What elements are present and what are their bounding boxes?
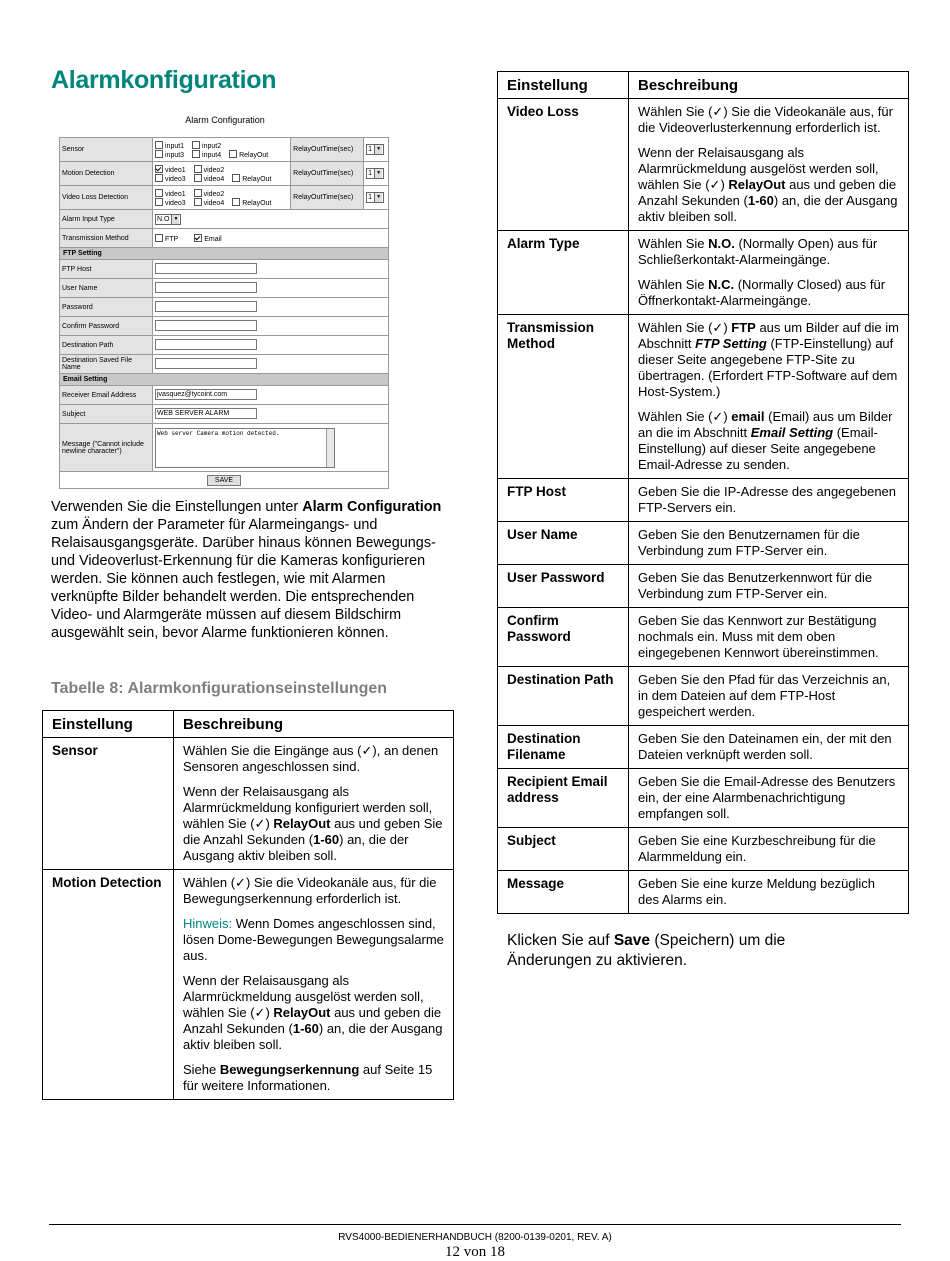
page-heading: Alarmkonfiguration [51,66,277,94]
settings-table-right [497,71,909,914]
checkbox-video4-loss[interactable] [194,198,202,206]
checkbox-input2[interactable] [192,141,200,149]
footer-page-number: 12 von 18 [445,1244,505,1260]
receiver-label: Receiver Email Address [60,386,153,405]
checkbox-email[interactable] [194,234,202,242]
videoloss-label: Video Loss Detection [60,186,153,210]
table-row: Subject Geben Sie eine Kurzbeschreibung für die Alarmmeldung ein. [498,828,909,871]
checkbox-input3[interactable] [155,150,163,158]
sensor-options: input1 input2 input3 input4 RelayOut [153,138,291,162]
motion-options: video1 video2 video3 video4 RelayOut [153,162,291,186]
scrollbar[interactable] [326,429,334,467]
column-header-description: Beschreibung [174,711,454,738]
alarm-input-select[interactable]: N.O ▼ [153,210,389,229]
ftp-section-header: FTP Setting [60,248,389,260]
hint-label: Hinweis: [183,916,233,931]
footer-divider [49,1224,901,1225]
table-row: Destination Path Geben Sie den Pfad für das Verzeichnis an, in dem Dateien auf dem FTP-Host gespeichert werden. [498,667,909,726]
table-row: Sensor Wählen Sie die Eingänge aus (✓), an denen Sensoren angeschlossen sind. Wenn der Relaisausgang als Alarmrückmeldung konfiguriert werden soll, wählen Sie (✓) RelayOut aus und geben Sie die Anzahl Sekunden (1-60) an, die der Ausgang aktiv bleiben soll. [43,738,454,870]
intro-paragraph: Verwenden Sie die Einstellungen unter Alarm Configuration zum Ändern der Parameter für Alarmeingangs- und Relaisausgangsgeräte. Darüber hinaus können Bewegungs- und Videoverlust-Erkennung für die Kameras konfigurieren werden. Sie können auch festlegen, wie mit Alarmen verknüpfte Bilder behandelt werden. Die entsprechenden Video- und Alarmgeräte müssen auf diesem Bildschirm ausgewählt sein, bevor Alarme funktionieren können. [51,499,442,641]
password-input[interactable] [155,301,257,312]
table-row: Alarm Type Wählen Sie N.O. (Normally Open) aus für Schließerkontakt-Alarmeingänge. Wählen Sie N.C. (Normally Closed) aus für Öffnerkontakt-Alarmeingänge. [498,231,909,315]
checkbox-video1-motion[interactable] [155,165,163,173]
chevron-down-icon: ▼ [171,215,179,224]
destination-saved-label: Destination Saved File Name [60,355,153,374]
check-icon: ✓ [709,177,721,192]
alarm-config-screenshot: Sensor input1 input2 input3 input4 RelayOut RelayOutTime(sec) 1 ▼ Motion Detection video1 video2 video3 video4 RelayOut RelayOutTime(sec) 1 ▼ Video Loss Detection video1 video2 video3 video4 RelayOut RelayOutTime(sec) 1 ▼ Alarm Input Type N.O ▼ Transmission Method FTP Email FTP Setting FTP Host User Name Password Confirm Password Destination Path Destination Saved File Name Email Setting Receiver Email Address jvasquez@tycoint.com Subject WEB SERVER ALARM Message ("Cannot include newline character") Web server Camera motion detected. SAVE [59,137,389,489]
check-icon: ✓ [712,409,724,424]
destination-path-label: Destination Path [60,336,153,355]
sensor-relay-label: RelayOutTime(sec) [291,138,364,162]
settings-table-left [42,710,454,1100]
confirm-password-label: Confirm Password [60,317,153,336]
chevron-down-icon: ▼ [374,145,382,154]
ftp-host-label: FTP Host [60,260,153,279]
checkbox-video2-motion[interactable] [194,165,202,173]
sensor-label: Sensor [60,138,153,162]
screenshot-title: Alarm Configuration [185,115,265,125]
checkbox-video3-motion[interactable] [155,174,163,182]
table-row: Video Loss Wählen Sie (✓) Sie die Videokanäle aus, für die Videoverlusterkennung erforderlich ist. Wenn der Relaisausgang als Alarmrückmeldung ausgelöst werden soll, wählen Sie (✓) RelayOut aus und geben die Anzahl Sekunden (1-60) an, die der Ausgang aktiv bleiben soll. [498,99,909,231]
destination-path-input[interactable] [155,339,257,350]
check-icon: ✓ [712,104,724,119]
email-section-header: Email Setting [60,374,389,386]
sensor-relay-select[interactable]: 1 ▼ [364,138,389,162]
checkbox-video2-loss[interactable] [194,189,202,197]
videoloss-options: video1 video2 video3 video4 RelayOut [153,186,291,210]
chevron-down-icon: ▼ [374,193,382,202]
footer-manual-title: RVS4000-BEDIENERHANDBUCH (8200-0139-0201, REV. A) [338,1232,612,1243]
alarm-input-label: Alarm Input Type [60,210,153,229]
table-row: FTP Host Geben Sie die IP-Adresse des angegebenen FTP-Servers ein. [498,479,909,522]
motion-label: Motion Detection [60,162,153,186]
table-row: Confirm Password Geben Sie das Kennwort zur Bestätigung nochmals ein. Muss mit dem oben eingegebenen Kennwort übereinstimmen. [498,608,909,667]
column-header-setting: Einstellung [498,72,629,99]
checkbox-ftp[interactable] [155,234,163,242]
destination-saved-input[interactable] [155,358,257,369]
check-icon: ✓ [254,816,266,831]
videoloss-relay-label: RelayOutTime(sec) [291,186,364,210]
receiver-input[interactable]: jvasquez@tycoint.com [155,389,257,400]
column-header-description: Beschreibung [629,72,909,99]
checkbox-loss-relayout[interactable] [232,198,240,206]
check-icon: ✓ [254,1005,266,1020]
check-icon: ✓ [712,320,724,335]
checkbox-input1[interactable] [155,141,163,149]
table-row: Motion Detection Wählen (✓) Sie die Videokanäle aus, für die Bewegungserkennung erforderlich ist. Hinweis: Wenn Domes angeschlossen sind, lösen Dome-Bewegungen Bewegungsalarme aus. Wenn der Relaisausgang als Alarmrückmeldung ausgelöst werden soll, wählen Sie (✓) RelayOut aus und geben die Anzahl Sekunden (1-60) an, die der Ausgang aktiv bleiben soll. Siehe Bewegungserkennung auf Seite 15 für weitere Informationen. [43,870,454,1100]
ftp-host-input[interactable] [155,263,257,274]
table-row: User Password Geben Sie das Benutzerkennwort für die Verbindung zum FTP-Server ein. [498,565,909,608]
chevron-down-icon: ▼ [374,169,382,178]
table-caption: Tabelle 8: Alarmkonfigurationseinstellungen [51,680,388,697]
table-row: Message Geben Sie eine kurze Meldung bezüglich des Alarms ein. [498,871,909,914]
user-name-label: User Name [60,279,153,298]
confirm-password-input[interactable] [155,320,257,331]
checkbox-motion-relayout[interactable] [232,174,240,182]
check-icon: ✓ [361,743,373,758]
checkbox-input4[interactable] [192,150,200,158]
checkbox-video4-motion[interactable] [194,174,202,182]
videoloss-relay-select[interactable]: 1 ▼ [364,186,389,210]
table-row: Recipient Email address Geben Sie die Email-Adresse des Benutzers ein, der eine Alarmbenachrichtigung empfangen soll. [498,769,909,828]
message-label: Message ("Cannot include newline character") [60,424,153,472]
closing-paragraph: Klicken Sie auf Save (Speichern) um die Änderungen zu aktivieren. [507,932,786,969]
motion-relay-select[interactable]: 1 ▼ [364,162,389,186]
message-textarea[interactable]: Web server Camera motion detected. [155,428,335,468]
subject-input[interactable]: WEB SERVER ALARM [155,408,257,419]
save-button[interactable]: SAVE [207,475,241,486]
table-row: User Name Geben Sie den Benutzernamen für die Verbindung zum FTP-Server ein. [498,522,909,565]
checkbox-sensor-relayout[interactable] [229,150,237,158]
password-label: Password [60,298,153,317]
subject-label: Subject [60,405,153,424]
check-icon: ✓ [235,875,246,890]
motion-relay-label: RelayOutTime(sec) [291,162,364,186]
user-name-input[interactable] [155,282,257,293]
transmission-label: Transmission Method [60,229,153,248]
checkbox-video3-loss[interactable] [155,198,163,206]
column-header-setting: Einstellung [43,711,174,738]
checkbox-video1-loss[interactable] [155,189,163,197]
table-row: Destination Filename Geben Sie den Dateinamen ein, der mit den Dateien verknüpft werden soll. [498,726,909,769]
table-row: Transmission Method Wählen Sie (✓) FTP aus um Bilder auf die im Abschnitt FTP Setting (FTP-Einstellung) auf dieser Seite angegebene FTP-Site zu übertragen. (Erfordert FTP-Software auf dem Host-System.) Wählen Sie (✓) email (Email) aus um Bilder an die im Abschnitt Email Setting (Email-Einstellung) auf dieser Seite angegebene Email-Adresse zu senden. [498,315,909,479]
cross-reference-link[interactable]: Bewegungserkennung [219,1062,360,1077]
